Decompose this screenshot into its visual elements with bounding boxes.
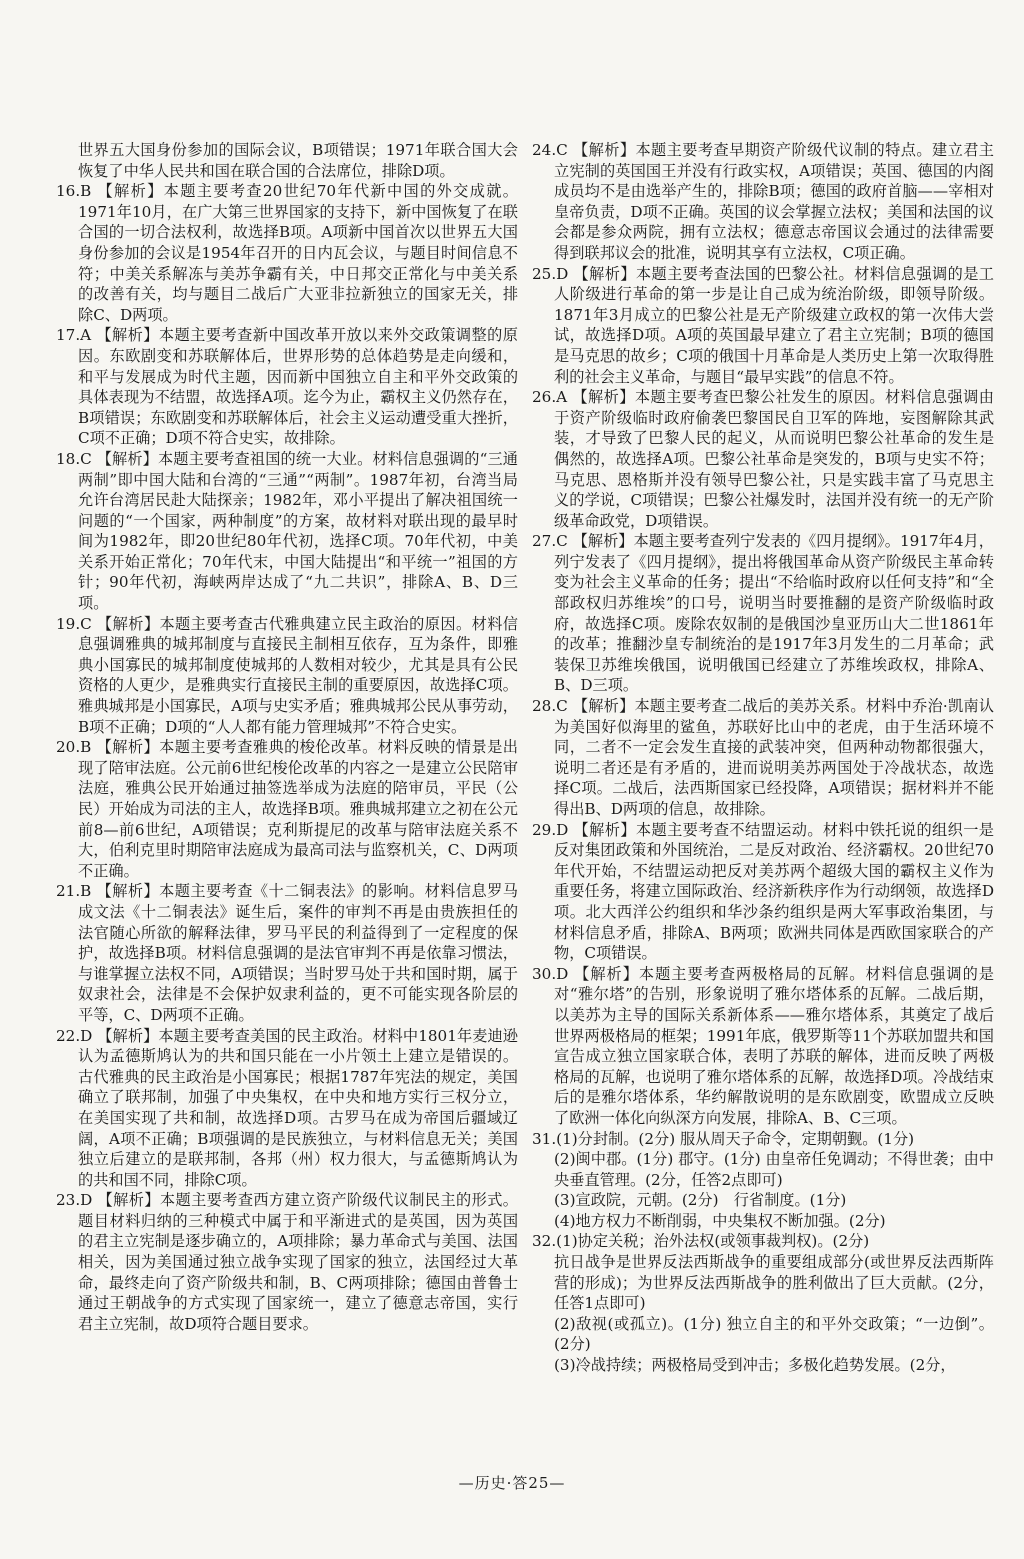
answer-21: 21.B 【解析】本题主要考查《十二铜表法》的影响。材料信息罗马成文法《十二铜表法》诞生后，案件的审判不再是由贵族担任的法官随心所欲的解释法律，罗马平民的利益得到了一定程度的保护，故选择B项。材料信息强调的是法官审判不再是依靠习惯法，与谁掌握立法权不同，A项错误；当时罗马处于共和国时期，属于奴隶社会，法律是不会保护奴隶利益的，更不可能实现各阶层的平等，C、D两项不正确。 xyxy=(56,882,518,1024)
answer-20: 20.B 【解析】本题主要考查雅典的梭伦改革。材料反映的情景是出现了陪审法庭。公元前6世纪梭伦改革的内容之一是建立公民陪审法庭，雅典公民开始通过抽签选举成为法庭的陪审员，平民（公民）开始成为司法的主人，故选择B项。雅典城邦建立之初在公元前8—前6世纪，A项错误；克利斯提尼的改革与陪审法庭关系不大，伯利克里时期陪审法庭成为最高司法与监察机关，C、D两项不正确。 xyxy=(56,738,518,880)
answer-27: 27.C 【解析】本题主要考查列宁发表的《四月提纲》。1917年4月，列宁发表了《四月提纲》，提出将俄国革命从资产阶级民主革命转变为社会主义革命的任务；提出“不给临时政府以任何支持”和“全部政权归苏维埃”的口号，说明当时要推翻的是资产阶级临时政府，故选择C项。废除农奴制的是俄国沙皇亚历山大二世1861年的改革；推翻沙皇专制统治的是1917年3月发生的二月革命；武装保卫苏维埃俄国，说明俄国已经建立了苏维埃政权，排除A、B、D三项。 xyxy=(532,532,994,695)
left-column xyxy=(56,140,518,1334)
answer-22: 22.D 【解析】本题主要考查美国的民主政治。材料中1801年麦迪逊认为孟德斯鸠认为的共和国只能在一小片领土上建立是错误的。古代雅典的民主政治是小国寡民；根据1787年宪法的规定，美国确立了联邦制，加强了中央集权，在中央和地方实行三权分立，在美国实现了共和制，故选择D项。古罗马在成为帝国后疆域辽阔，A项不正确；B项强调的是民族独立，与材料信息无关；美国独立后建立的是联邦制，各邦（州）权力很大，与孟德斯鸠认为的共和国不同，排除C项。 xyxy=(56,1026,518,1189)
answer-31-part2: (2)闽中郡。(1分) 郡守。(1分) 由皇帝任免调动；不得世袭；由中央垂直管理。(2分，任答2点即可) xyxy=(554,1150,994,1189)
answer-30: 30.D 【解析】本题主要考查两极格局的瓦解。材料信息强调的是对“雅尔塔”的告别，形象说明了雅尔塔体系的瓦解。二战后期，以美苏为主导的国际关系新体系——雅尔塔体系，其奠定了战后世界两极格局的框架；1991年底，俄罗斯等11个苏联加盟共和国宣告成立独立国家联合体，表明了苏联的解体，进而反映了两极格局的瓦解，也说明了雅尔塔体系的瓦解，故选择D项。冷战结束后的是雅尔塔体系，华约解散说明的是东欧剧变，欧盟成立反映了欧洲一体化向纵深方向发展，排除A、B、C三项。 xyxy=(532,964,994,1127)
answer-17: 17.A 【解析】本题主要考查新中国改革开放以来外交政策调整的原因。东欧剧变和苏联解体后，世界形势的总体趋势是走向缓和，和平与发展成为时代主题，因而新中国独立自主和平外交政策的具体表现为不结盟，故选择A项。迄今为止，霸权主义仍然存在，B项错误；东欧剧变和苏联解体后，社会主义运动遭受重大挫折，C项不正确；D项不符合史实，故排除。 xyxy=(56,326,518,448)
answer-26: 26.A 【解析】本题主要考查巴黎公社发生的原因。材料信息强调由于资产阶级临时政府偷袭巴黎国民自卫军的阵地，妄图解除其武装，才导致了巴黎人民的起义，从而说明巴黎公社革命的发生是偶然的，故选择A项。巴黎公社革命是突发的，B项与史实不符；马克思、恩格斯并没有领导巴黎公社，只是实践丰富了马克思主义的学说，C项错误；巴黎公社爆发时，法国并没有统一的无产阶级革命政党，D项错误。 xyxy=(532,388,994,530)
answer-continuation: 世界五大国身份参加的国际会议，B项错误；1971年联合国大会恢复了中华人民共和国在联合国的合法席位，排除D项。 xyxy=(78,141,518,180)
answer-31-part3: (3)宣政院，元朝。(2分) 行省制度。(1分) xyxy=(554,1191,847,1210)
right-column xyxy=(532,140,994,1376)
answer-32-part3: (3)冷战持续；两极格局受到冲击；多极化趋势发展。(2分， xyxy=(554,1356,956,1375)
answer-25: 25.D 【解析】本题主要考查法国的巴黎公社。材料信息强调的是工人阶级进行革命的第一步是让自己成为统治阶级，即领导阶级。1871年3月成立的巴黎公社是无产阶级建立政权的第一次伟大尝试，故选择D项。A项的英国最早建立了君主立宪制；B项的德国是马克思的故乡；C项的俄国十月革命是人类历史上第一次取得胜利的社会主义革命，与题目“最早实践”的信息不符。 xyxy=(532,264,994,386)
answer-19: 19.C 【解析】本题主要考查古代雅典建立民主政治的原因。材料信息强调雅典的城邦制度与直接民主制相互依存，互为条件，即雅典小国寡民的城邦制度使城邦的人数相对较少，尤其是具有公民资格的人更少，是雅典实行直接民主制的重要原因，故选择C项。雅典城邦是小国寡民，A项与史实矛盾；雅典城邦公民从事劳动，B项不正确；D项的“人人都有能力管理城邦”不符合史实。 xyxy=(56,614,518,736)
answer-31-part1: 31.(1)分封制。(2分) 服从周天子命令，定期朝觐。(1分) xyxy=(532,1129,915,1148)
answer-31-part4: (4)地方权力不断削弱，中央集权不断加强。(2分) xyxy=(554,1211,886,1230)
answer-24: 24.C 【解析】本题主要考查早期资产阶级代议制的特点。建立君主立宪制的英国国王并没有行政实权，A项错误；英国、德国的内阁成员均不是由选举产生的，排除B项；德国的政府首脑——宰相对皇帝负责，D项不正确。英国的议会掌握立法权；美国和法国的议会都是参众两院，拥有立法权；德意志帝国议会通过的法律需要得到联邦议会的批准，说明其享有立法权，C项正确。 xyxy=(532,141,994,262)
answer-28: 28.C 【解析】本题主要考查二战后的美苏关系。材料中乔治·凯南认为美国好似海里的鲨鱼，苏联好比山中的老虎，由于生活环境不同，二者不一定会发生直接的武装冲突，但两种动物都很强大，说明二者还是有矛盾的，进而说明美苏两国处于冷战状态，故选择C项。二战后，法西斯国家已经投降，A项错误；据材料并不能得出B、D两项的信息，故排除。 xyxy=(532,697,994,818)
page-footer: —历史·答25— xyxy=(458,1474,566,1492)
answer-18: 18.C 【解析】本题主要考查祖国的统一大业。材料信息强调的“三通两制”即中国大陆和台湾的“三通”“两制”。1987年初，台湾当局允许台湾居民赴大陆探亲；1982年，邓小平提出了解决祖国统一问题的“一个国家，两种制度”的方案，故材料对联出现的最早时间为1982年，即20世纪80年代初，选择C项。70年代初，中美关系开始正常化；70年代末，中国大陆提出“和平统一”祖国的方针；90年代初，海峡两岸达成了“九二共识”，排除A、B、D三项。 xyxy=(56,449,518,613)
answer-29: 29.D 【解析】本题主要考查不结盟运动。材料中铁托说的组织一是反对集团政策和外国统治，二是反对政治、经济霸权。20世纪70年代开始，不结盟运动把反对美苏两个超级大国的霸权主义作为重要任务，将建立国际政治、经济新秩序作为行动纲领，故选择D项。北大西洋公约组织和华沙条约组织是两大军事政治集团，与材料信息矛盾，排除A、B两项；欧洲共同体是西欧国家联合的产物，C项错误。 xyxy=(532,820,994,963)
answer-16: 16.B 【解析】本题主要考查20世纪70年代新中国的外交成就。1971年10月，在广大第三世界国家的支持下，新中国恢复了在联合国的一切合法权利，故选择B项。A项新中国首次以世界五大国身份参加的会议是1954年召开的日内瓦会议，与题目时间信息不符；中美关系解冻与美苏争霸有关，中日邦交正常化与中美关系的改善有关，均与题目二战后广大亚非拉新独立的国家无关，排除C、D两项。 xyxy=(56,182,518,324)
answer-23: 23.D 【解析】本题主要考查西方建立资产阶级代议制民主的形式。题目材料归纳的三种模式中属于和平渐进式的是英国，因为英国的君主立宪制是逐步确立的，A项排除；暴力革命式与美国、法国相关，因为美国通过独立战争实现了国家的独立，法国经过大革命，最终走向了资产阶级共和制，B、C两项排除；德国由普鲁士通过王朝战争的方式实现了国家统一，建立了德意志帝国，实行君主立宪制，故D项符合题目要求。 xyxy=(56,1191,518,1333)
answer-32-part2: (2)敌视(或孤立)。(1分) 独立自主的和平外交政策；“一边倒”。(2分) xyxy=(554,1314,994,1354)
answer-32-part1b: 抗日战争是世界反法西斯战争的重要组成部分(或世界反法西斯阵营的形成)；为世界反法西斯战争的胜利做出了巨大贡献。(2分，任答1点即可) xyxy=(554,1253,994,1313)
answer-32-part1: 32.(1)协定关税；治外法权(或领事裁判权)。(2分) xyxy=(532,1232,870,1251)
